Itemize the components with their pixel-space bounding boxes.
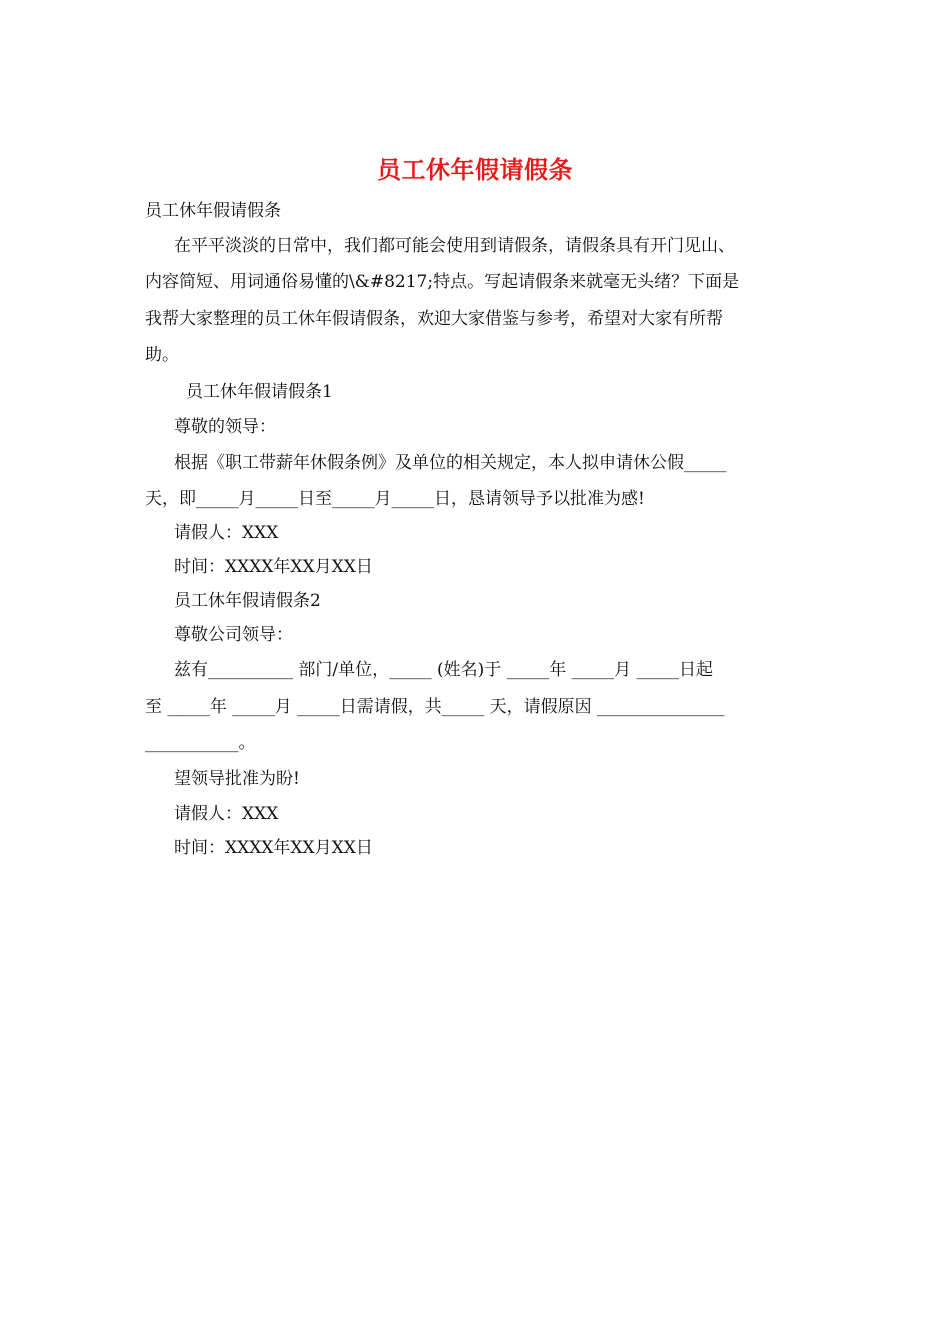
note2-closing: 望领导批准为盼! xyxy=(174,769,300,789)
intro-line: 在平平淡淡的日常中，我们都可能会使用到请假条，请假条具有开门见山、 xyxy=(174,236,735,256)
document-title: 员工休年假请假条 xyxy=(377,155,573,184)
note2-body-line: ___________。 xyxy=(145,733,256,753)
note1-applicant: 请假人：XXX xyxy=(174,523,279,543)
note1-salutation: 尊敬的领导： xyxy=(174,417,276,437)
note1-heading: 员工休年假请假条1 xyxy=(186,382,333,402)
document-subtitle: 员工休年假请假条 xyxy=(145,201,281,221)
intro-line: 内容简短、用词通俗易懂的\&#8217;特点。写起请假条来就毫无头绪？下面是 xyxy=(145,272,740,292)
intro-line: 我帮大家整理的员工休年假请假条，欢迎大家借鉴与参考，希望对大家有所帮 xyxy=(145,309,723,329)
note2-body-line: 至 _____年 _____月 _____日需请假，共_____ 天，请假原因 _______________ xyxy=(145,697,725,717)
note1-body-line: 天，即_____月_____日至_____月_____日，恳请领导予以批准为感! xyxy=(145,489,645,509)
intro-line: 助。 xyxy=(145,345,179,365)
note1-date: 时间：XXXX年XX月XX日 xyxy=(174,557,373,577)
note2-heading: 员工休年假请假条2 xyxy=(174,591,321,611)
note2-body-line: 兹有__________ 部门/单位，_____ (姓名)于 _____年 _____月 _____日起 xyxy=(174,660,714,680)
note2-salutation: 尊敬公司领导： xyxy=(174,625,293,645)
note1-body-line: 根据《职工带薪年休假条例》及单位的相关规定，本人拟申请休公假_____ xyxy=(174,453,727,473)
note2-applicant: 请假人：XXX xyxy=(174,804,279,824)
note2-date: 时间：XXXX年XX月XX日 xyxy=(174,838,373,858)
